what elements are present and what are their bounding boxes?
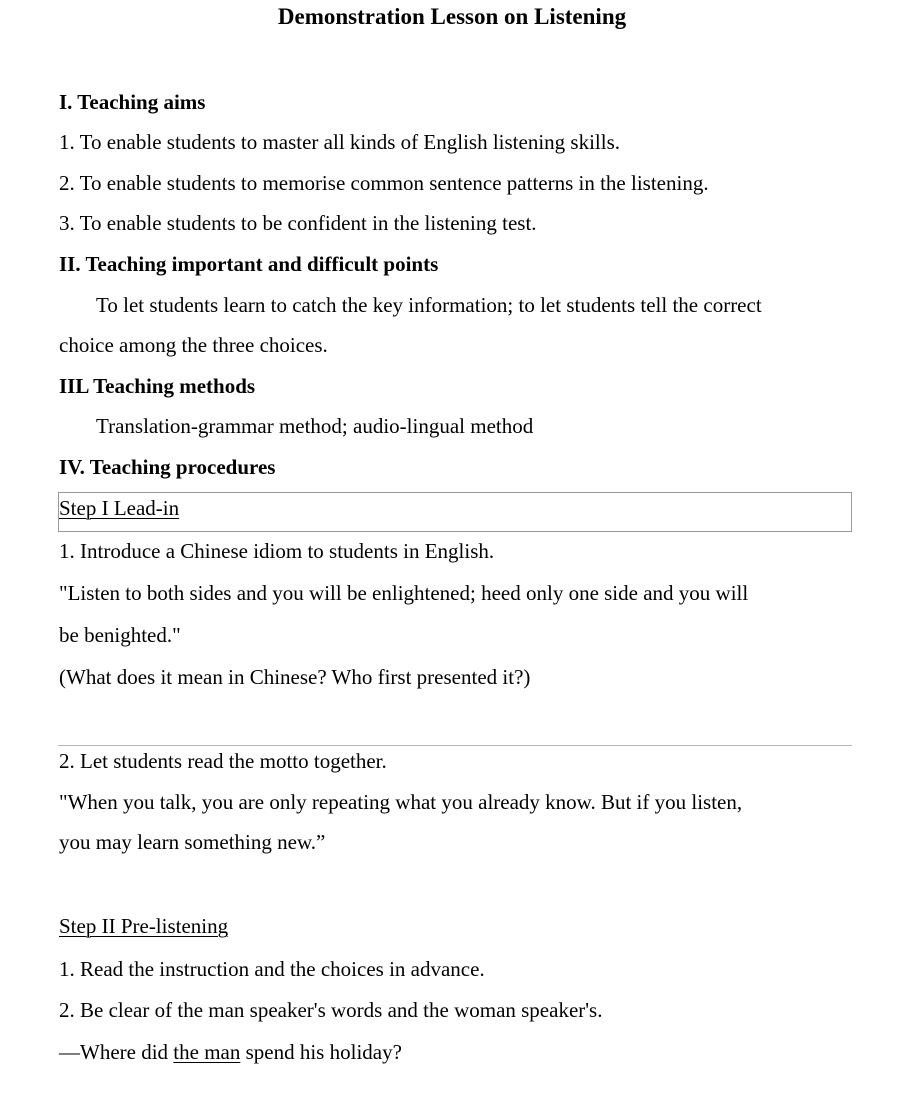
step1-title: Step I Lead-in [59, 496, 180, 520]
motto-line: "When you talk, you are only repeating what you already know. But if you listen, [59, 790, 743, 814]
section-heading-aims: I. Teaching aims [59, 90, 206, 114]
step2-title: Step II Pre-listening [59, 914, 229, 938]
document-title: Demonstration Lesson on Listening [277, 4, 627, 29]
example-underlined: the man [173, 1040, 241, 1064]
example-suffix: spend his holiday? [240, 1040, 402, 1064]
step2-item: 1. Read the instruction and the choices in advance. [59, 957, 485, 981]
aim-item: 1. To enable students to master all kinds of English listening skills. [59, 130, 621, 154]
methods-text: Translation-grammar method; audio-lingual method [96, 414, 534, 438]
idiom-line: "Listen to both sides and you will be enlightened; heed only one side and you will [59, 581, 749, 605]
example-prefix: —Where did [59, 1040, 174, 1064]
step1-item: 1. Introduce a Chinese idiom to students in English. [59, 539, 495, 563]
section-heading-points: II. Teaching important and difficult points [59, 252, 439, 276]
aim-item: 2. To enable students to memorise common sentence patterns in the listening. [59, 171, 709, 195]
idiom-question: (What does it mean in Chinese? Who first presented it?) [59, 665, 531, 689]
motto-line: you may learn something new.” [59, 830, 326, 854]
section-heading-methods: IIL Teaching methods [59, 374, 256, 398]
divider [58, 745, 852, 746]
step2-item: 2. Be clear of the man speaker's words and the woman speaker's. [59, 998, 603, 1022]
section-heading-procedures: IV. Teaching procedures [59, 455, 276, 479]
idiom-line: be benighted." [59, 623, 181, 647]
aim-item: 3. To enable students to be confident in the listening test. [59, 211, 537, 235]
points-text-line: choice among the three choices. [59, 333, 328, 357]
step1-item: 2. Let students read the motto together. [59, 749, 387, 773]
example-question [59, 1039, 402, 1065]
points-text-line: To let students learn to catch the key information; to let students tell the correct [96, 293, 762, 317]
